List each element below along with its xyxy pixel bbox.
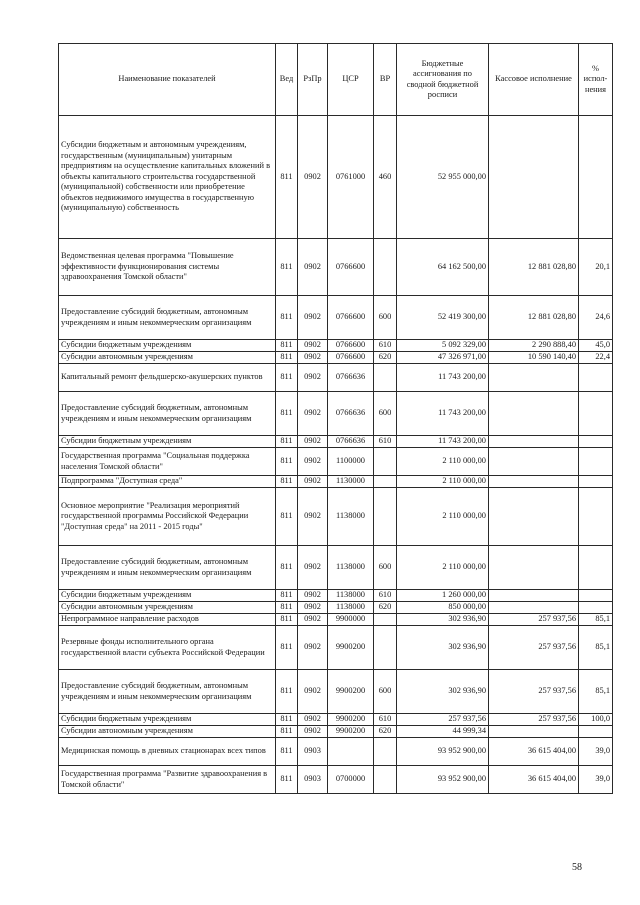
row-csr: 0766600 — [328, 296, 374, 340]
row-csr: 0766600 — [328, 340, 374, 352]
row-csr: 1138000 — [328, 488, 374, 546]
row-name: Государственная программа "Социальная поддержка населения Томской области" — [59, 448, 276, 476]
row-cash — [489, 488, 579, 546]
page-number: 58 — [572, 862, 582, 873]
budget-execution-table — [58, 43, 613, 794]
row-name: Ведомственная целевая программа "Повышение эффективности функционирования системы здравоохранения Томской области" — [59, 239, 276, 296]
table-row — [59, 116, 613, 239]
row-percent: 22,4 — [579, 352, 613, 364]
row-percent — [579, 448, 613, 476]
row-name: Субсидии автономным учреждениям — [59, 602, 276, 614]
row-vr — [374, 476, 397, 488]
row-name: Субсидии бюджетным и автономным учреждениям, государственным (муниципальным) унитарным предприятиям на осуществление капитальных вложений в объекты капитального строительства государственной (муниципальной) собственности или приобретение объектов недвижимого имущества в государственную (муниципальную) собственность — [59, 116, 276, 239]
row-vr: 600 — [374, 392, 397, 436]
row-vr — [374, 614, 397, 626]
row-cash — [489, 726, 579, 738]
row-percent — [579, 116, 613, 239]
header-budget: Бюджетные ассигнования по сводной бюджетной росписи — [397, 44, 489, 116]
row-vr: 620 — [374, 352, 397, 364]
row-budget: 93 952 900,00 — [397, 738, 489, 766]
row-budget: 52 419 300,00 — [397, 296, 489, 340]
row-vr — [374, 239, 397, 296]
table-row — [59, 626, 613, 670]
table-row — [59, 590, 613, 602]
row-budget: 2 110 000,00 — [397, 488, 489, 546]
row-name: Резервные фонды исполнительного органа государственной власти субъекта Российской Федерации — [59, 626, 276, 670]
row-csr: 9900200 — [328, 714, 374, 726]
row-ved: 811 — [276, 602, 298, 614]
row-cash — [489, 546, 579, 590]
header-row — [59, 44, 613, 116]
row-percent: 85,1 — [579, 626, 613, 670]
row-rzpr: 0902 — [298, 726, 328, 738]
row-vr — [374, 626, 397, 670]
row-budget: 257 937,56 — [397, 714, 489, 726]
row-vr: 600 — [374, 296, 397, 340]
row-ved: 811 — [276, 436, 298, 448]
table-row — [59, 714, 613, 726]
row-name: Субсидии автономным учреждениям — [59, 726, 276, 738]
row-csr: 1138000 — [328, 546, 374, 590]
row-name: Субсидии бюджетным учреждениям — [59, 436, 276, 448]
table-row — [59, 364, 613, 392]
table-row — [59, 340, 613, 352]
row-budget: 2 110 000,00 — [397, 448, 489, 476]
row-vr: 610 — [374, 436, 397, 448]
row-rzpr: 0902 — [298, 340, 328, 352]
row-cash — [489, 448, 579, 476]
table-row — [59, 476, 613, 488]
row-csr: 1100000 — [328, 448, 374, 476]
row-percent — [579, 392, 613, 436]
table-row — [59, 436, 613, 448]
table-row — [59, 352, 613, 364]
table-row — [59, 602, 613, 614]
row-ved: 811 — [276, 296, 298, 340]
row-rzpr: 0902 — [298, 590, 328, 602]
row-name: Предоставление субсидий бюджетным, автономным учреждениям и иным некоммерческим организациям — [59, 296, 276, 340]
row-vr — [374, 364, 397, 392]
row-cash: 257 937,56 — [489, 670, 579, 714]
row-cash — [489, 364, 579, 392]
row-rzpr: 0902 — [298, 476, 328, 488]
row-ved: 811 — [276, 116, 298, 239]
row-name: Медицинская помощь в дневных стационарах всех типов — [59, 738, 276, 766]
row-csr: 0766600 — [328, 239, 374, 296]
row-rzpr: 0902 — [298, 488, 328, 546]
row-name: Капитальный ремонт фельдшерско-акушерских пунктов — [59, 364, 276, 392]
row-budget: 302 936,90 — [397, 626, 489, 670]
row-budget: 11 743 200,00 — [397, 364, 489, 392]
row-budget: 11 743 200,00 — [397, 436, 489, 448]
table-header — [59, 44, 613, 116]
row-rzpr: 0902 — [298, 614, 328, 626]
row-name: Предоставление субсидий бюджетным, автономным учреждениям и иным некоммерческим организациям — [59, 670, 276, 714]
row-name: Субсидии автономным учреждениям — [59, 352, 276, 364]
row-name: Субсидии бюджетным учреждениям — [59, 590, 276, 602]
table-row — [59, 392, 613, 436]
header-cash: Кассовое исполнение — [489, 44, 579, 116]
row-ved: 811 — [276, 714, 298, 726]
header-rzpr: РзПр — [298, 44, 328, 116]
row-csr: 9900200 — [328, 670, 374, 714]
row-rzpr: 0902 — [298, 392, 328, 436]
row-cash — [489, 476, 579, 488]
row-csr: 9900200 — [328, 726, 374, 738]
row-percent: 85,1 — [579, 614, 613, 626]
row-budget: 11 743 200,00 — [397, 392, 489, 436]
row-csr: 9900000 — [328, 614, 374, 626]
row-name: Предоставление субсидий бюджетным, автономным учреждениям и иным некоммерческим организациям — [59, 392, 276, 436]
row-percent: 20,1 — [579, 239, 613, 296]
row-cash: 36 615 404,00 — [489, 766, 579, 794]
row-budget: 44 999,34 — [397, 726, 489, 738]
row-csr: 1138000 — [328, 590, 374, 602]
row-name: Субсидии бюджетным учреждениям — [59, 340, 276, 352]
row-percent — [579, 476, 613, 488]
row-csr: 1130000 — [328, 476, 374, 488]
row-percent — [579, 546, 613, 590]
row-cash: 257 937,56 — [489, 614, 579, 626]
row-rzpr: 0902 — [298, 116, 328, 239]
table-row — [59, 670, 613, 714]
row-budget: 52 955 000,00 — [397, 116, 489, 239]
row-ved: 811 — [276, 488, 298, 546]
row-vr: 610 — [374, 340, 397, 352]
row-budget: 93 952 900,00 — [397, 766, 489, 794]
table-row — [59, 726, 613, 738]
row-rzpr: 0902 — [298, 714, 328, 726]
row-percent: 45,0 — [579, 340, 613, 352]
row-ved: 811 — [276, 448, 298, 476]
row-name: Государственная программа "Развитие здравоохранения в Томской области" — [59, 766, 276, 794]
row-name: Основное мероприятие "Реализация мероприятий государственной программы Российской Федерации "Доступная среда" на 2011 - 2015 годы" — [59, 488, 276, 546]
table-body — [59, 116, 613, 794]
row-cash: 257 937,56 — [489, 626, 579, 670]
row-cash — [489, 590, 579, 602]
row-percent — [579, 436, 613, 448]
row-ved: 811 — [276, 738, 298, 766]
row-cash: 12 881 028,80 — [489, 239, 579, 296]
row-cash: 36 615 404,00 — [489, 738, 579, 766]
row-vr — [374, 738, 397, 766]
table-row — [59, 488, 613, 546]
row-csr: 0766600 — [328, 352, 374, 364]
row-ved: 811 — [276, 626, 298, 670]
row-budget: 302 936,90 — [397, 670, 489, 714]
row-cash: 257 937,56 — [489, 714, 579, 726]
table-row — [59, 546, 613, 590]
table-row — [59, 239, 613, 296]
row-ved: 811 — [276, 476, 298, 488]
table-row — [59, 766, 613, 794]
row-budget: 2 110 000,00 — [397, 546, 489, 590]
row-ved: 811 — [276, 340, 298, 352]
row-percent — [579, 602, 613, 614]
row-csr — [328, 738, 374, 766]
row-budget: 302 936,90 — [397, 614, 489, 626]
row-percent: 39,0 — [579, 738, 613, 766]
row-ved: 811 — [276, 352, 298, 364]
row-vr — [374, 488, 397, 546]
row-vr: 600 — [374, 670, 397, 714]
header-vr: ВР — [374, 44, 397, 116]
row-percent: 100,0 — [579, 714, 613, 726]
row-rzpr: 0902 — [298, 352, 328, 364]
row-vr: 610 — [374, 714, 397, 726]
row-ved: 811 — [276, 590, 298, 602]
row-vr: 620 — [374, 726, 397, 738]
header-csr: ЦСР — [328, 44, 374, 116]
row-name: Субсидии бюджетным учреждениям — [59, 714, 276, 726]
row-vr: 620 — [374, 602, 397, 614]
row-csr: 1138000 — [328, 602, 374, 614]
row-rzpr: 0903 — [298, 766, 328, 794]
row-budget: 1 260 000,00 — [397, 590, 489, 602]
row-rzpr: 0902 — [298, 239, 328, 296]
row-ved: 811 — [276, 392, 298, 436]
header-ved: Вед — [276, 44, 298, 116]
row-vr — [374, 766, 397, 794]
row-rzpr: 0903 — [298, 738, 328, 766]
row-rzpr: 0902 — [298, 670, 328, 714]
table-row — [59, 614, 613, 626]
row-cash: 12 881 028,80 — [489, 296, 579, 340]
row-rzpr: 0902 — [298, 448, 328, 476]
row-name: Предоставление субсидий бюджетным, автономным учреждениям и иным некоммерческим организациям — [59, 546, 276, 590]
row-percent: 24,6 — [579, 296, 613, 340]
table-row — [59, 738, 613, 766]
row-ved: 811 — [276, 546, 298, 590]
row-percent: 39,0 — [579, 766, 613, 794]
row-budget: 850 000,00 — [397, 602, 489, 614]
row-budget: 5 092 329,00 — [397, 340, 489, 352]
row-name: Подпрограмма "Доступная среда" — [59, 476, 276, 488]
row-cash: 2 290 888,40 — [489, 340, 579, 352]
row-cash — [489, 436, 579, 448]
row-budget: 47 326 971,00 — [397, 352, 489, 364]
row-vr: 460 — [374, 116, 397, 239]
row-percent — [579, 590, 613, 602]
row-csr: 0700000 — [328, 766, 374, 794]
table-row — [59, 296, 613, 340]
row-ved: 811 — [276, 766, 298, 794]
row-rzpr: 0902 — [298, 296, 328, 340]
row-percent — [579, 726, 613, 738]
row-cash — [489, 392, 579, 436]
header-percent: % испол-нения — [579, 44, 613, 116]
row-budget: 64 162 500,00 — [397, 239, 489, 296]
row-rzpr: 0902 — [298, 602, 328, 614]
row-rzpr: 0902 — [298, 364, 328, 392]
table-row — [59, 448, 613, 476]
row-ved: 811 — [276, 239, 298, 296]
row-csr: 0766636 — [328, 436, 374, 448]
row-cash — [489, 116, 579, 239]
row-budget: 2 110 000,00 — [397, 476, 489, 488]
row-ved: 811 — [276, 614, 298, 626]
row-percent — [579, 364, 613, 392]
row-vr — [374, 448, 397, 476]
row-cash: 10 590 140,40 — [489, 352, 579, 364]
row-ved: 811 — [276, 670, 298, 714]
row-csr: 0766636 — [328, 364, 374, 392]
row-cash — [489, 602, 579, 614]
row-ved: 811 — [276, 726, 298, 738]
row-percent: 85,1 — [579, 670, 613, 714]
row-ved: 811 — [276, 364, 298, 392]
row-rzpr: 0902 — [298, 436, 328, 448]
row-csr: 9900200 — [328, 626, 374, 670]
row-rzpr: 0902 — [298, 626, 328, 670]
row-vr: 610 — [374, 590, 397, 602]
row-vr: 600 — [374, 546, 397, 590]
row-name: Непрограммное направление расходов — [59, 614, 276, 626]
header-name: Наименование показателей — [59, 44, 276, 116]
row-rzpr: 0902 — [298, 546, 328, 590]
row-csr: 0761000 — [328, 116, 374, 239]
row-csr: 0766636 — [328, 392, 374, 436]
row-percent — [579, 488, 613, 546]
